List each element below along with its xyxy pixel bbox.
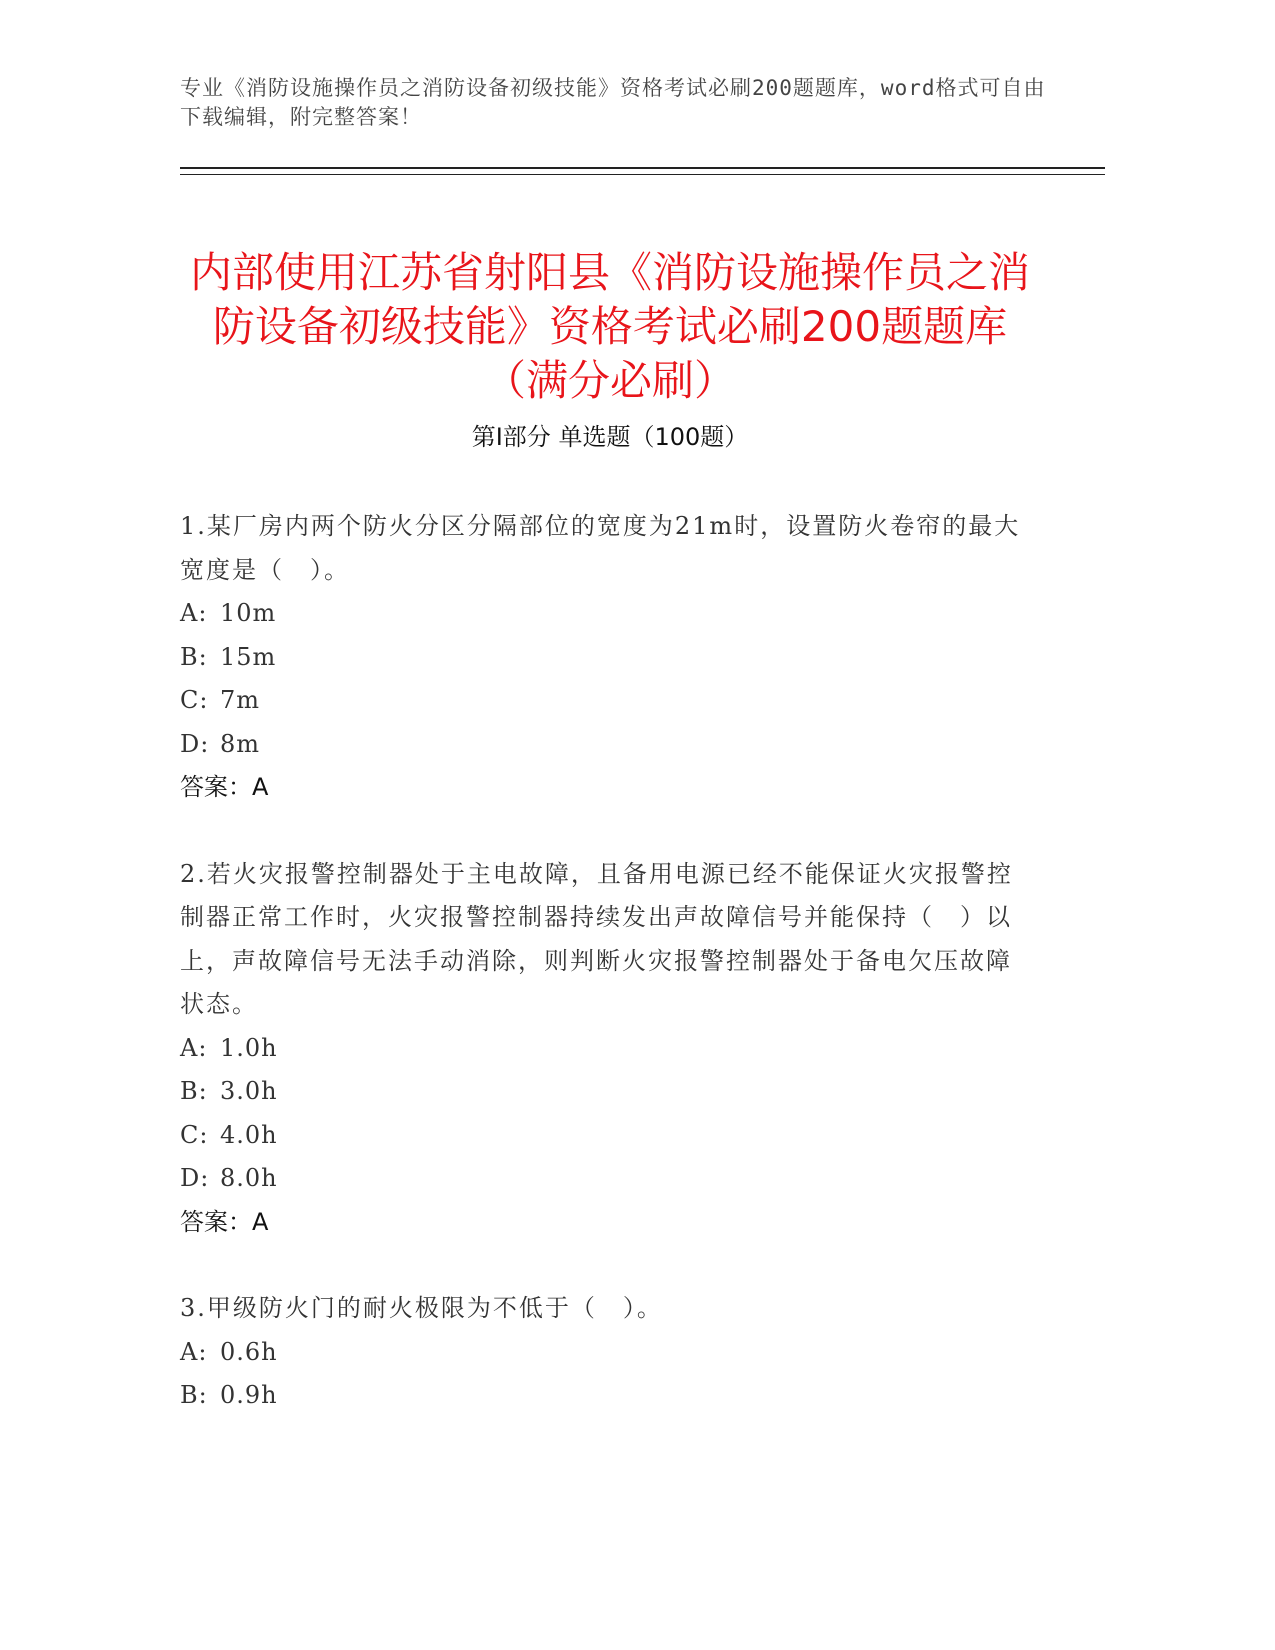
option-letter: D: xyxy=(180,1164,210,1192)
option-c xyxy=(180,1114,1030,1158)
answer: 答案：A xyxy=(180,1207,269,1236)
answer: 答案：A xyxy=(180,773,269,801)
question-1 xyxy=(180,505,1030,810)
option-text: 8m xyxy=(220,729,261,758)
option-letter: C: xyxy=(180,686,209,714)
question-stem: 2.若火灾报警控制器处于主电故障，且备用电源已经不能保证火灾报警控制器正常工作时，火灾报警控制器持续发出声故障信号并能保持（ ）以上，声故障信号无法手动消除，则判断火灾报警控制器处于备电欠压故障状态。 xyxy=(180,859,1013,1018)
option-letter: D: xyxy=(180,729,210,758)
section-title: 第I部分 单选题（100题） xyxy=(471,423,749,451)
option-text: 15m xyxy=(220,642,277,671)
option-text: 3.0h xyxy=(220,1077,278,1105)
option-letter: C: xyxy=(180,1120,209,1149)
question-3 xyxy=(180,1287,1030,1418)
option-a xyxy=(180,1027,1030,1071)
question-stem: 1.某厂房内两个防火分区分隔部位的宽度为21m时，设置防火卷帘的最大宽度是（ ）。 xyxy=(180,512,1021,584)
option-b xyxy=(180,1374,1030,1418)
option-letter: B: xyxy=(180,1077,208,1105)
option-b xyxy=(180,636,1030,680)
option-text: 7m xyxy=(220,686,261,714)
option-letter: B: xyxy=(180,1381,208,1409)
option-letter: A: xyxy=(180,1033,208,1062)
option-letter: B: xyxy=(180,642,208,671)
option-c xyxy=(180,679,1030,723)
option-text: 0.6h xyxy=(220,1337,278,1366)
option-d xyxy=(180,1157,1030,1201)
header-divider-thin xyxy=(180,174,1105,175)
option-a xyxy=(180,1331,1030,1375)
header-note: 专业《消防设施操作员之消防设备初级技能》资格考试必刷200题题库，word格式可自由下载编辑，附完整答案！ xyxy=(180,76,1046,129)
option-text: 8.0h xyxy=(220,1164,278,1192)
option-a xyxy=(180,592,1030,636)
option-text: 0.9h xyxy=(220,1381,278,1409)
document-title: 内部使用江苏省射阳县《消防设施操作员之消防设备初级技能》资格考试必刷200题题库（满分必刷） xyxy=(189,248,1030,406)
option-text: 4.0h xyxy=(220,1120,278,1149)
option-d xyxy=(180,723,1030,767)
option-text: 1.0h xyxy=(220,1033,278,1062)
question-stem: 3.甲级防火门的耐火极限为不低于（ ）。 xyxy=(180,1294,663,1322)
option-letter: A: xyxy=(180,1337,208,1366)
question-list xyxy=(180,505,1030,1461)
option-letter: A: xyxy=(180,599,208,627)
question-2 xyxy=(180,853,1030,1245)
option-text: 10m xyxy=(220,599,277,627)
option-b xyxy=(180,1070,1030,1114)
header-divider-thick xyxy=(180,167,1105,169)
